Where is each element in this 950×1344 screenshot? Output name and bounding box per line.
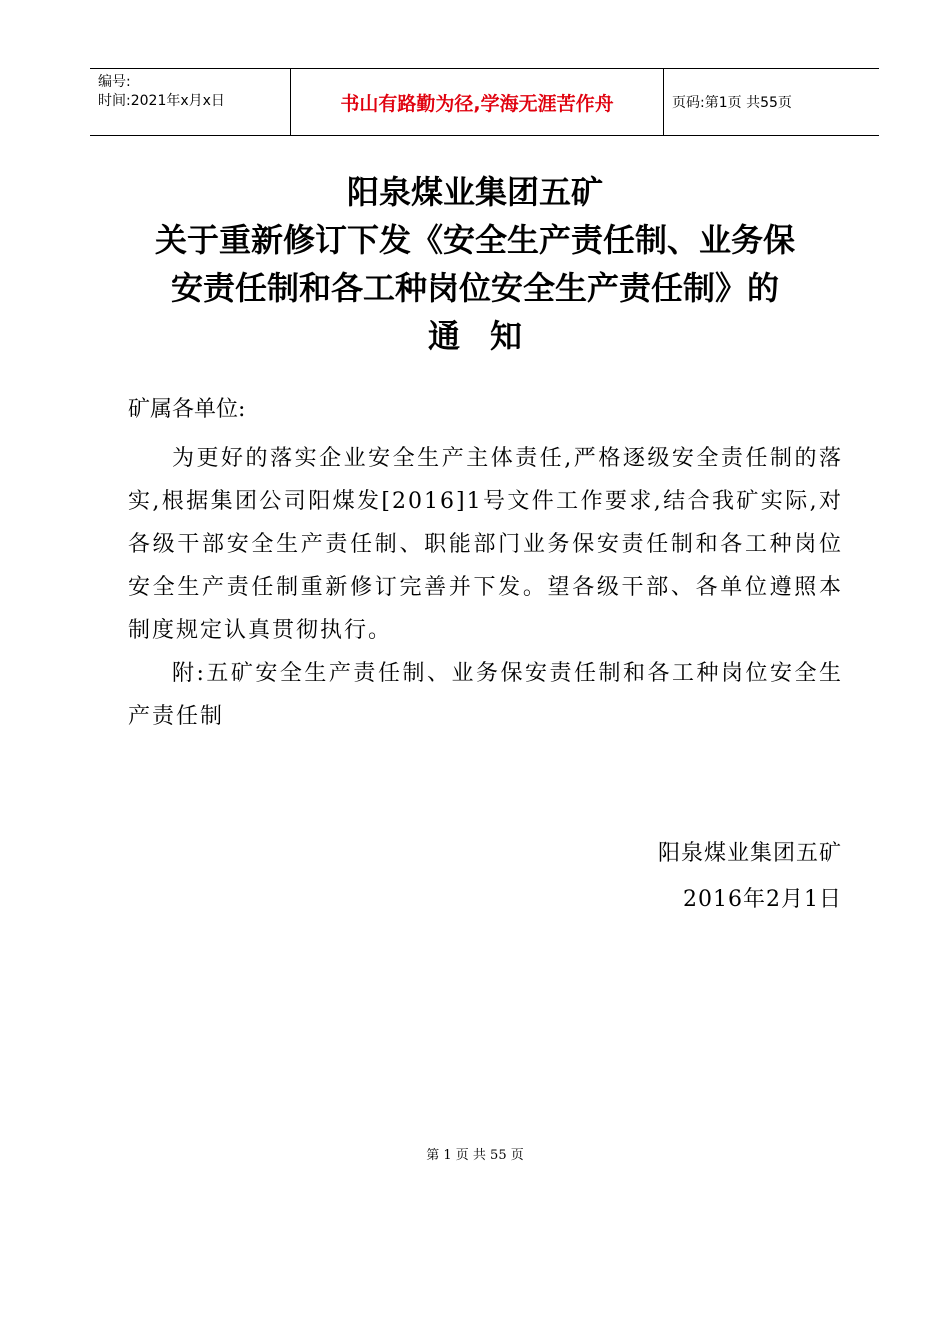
title-line-4: 通知 [427,317,552,355]
header-page-info: 页码:第1页 共55页 [672,95,792,111]
document-time: 时间:2021年x月x日 [98,93,225,109]
header-motto: 书山有路勤为径,学海无涯苦作舟 [291,69,664,135]
document-number-label: 编号: [98,74,131,90]
body-paragraph-1: 为更好的落实企业安全生产主体责任,严格逐级安全责任制的落实,根据集团公司阳煤发[2016]1号文件工作要求,结合我矿实际,对各级干部安全生产责任制、职能部门业务保安责任制和各工种岗位安全生产责任制重新修订完善并下发。望各级干部、各单位遵照本制度规定认真贯彻执行。 [128,446,843,643]
body-paragraph-2: 附:五矿安全生产责任制、业务保安责任制和各工种岗位安全生产责任制 [128,661,843,729]
title-line-2: 关于重新修订下发《安全生产责任制、业务保 [154,221,795,259]
document-title [100,168,850,360]
header-table [90,68,879,136]
signature-date: 2016年2月1日 [683,887,842,912]
signature-org: 阳泉煤业集团五矿 [657,841,842,866]
salutation: 矿属各单位: [128,397,246,422]
page-footer: 第 1 页 共 55 页 [426,1148,524,1163]
title-line-1: 阳泉煤业集团五矿 [346,173,603,211]
header-meta [90,69,291,135]
document-body [128,388,843,738]
title-line-3: 安责任制和各工种岗位安全生产责任制》的 [170,269,779,307]
